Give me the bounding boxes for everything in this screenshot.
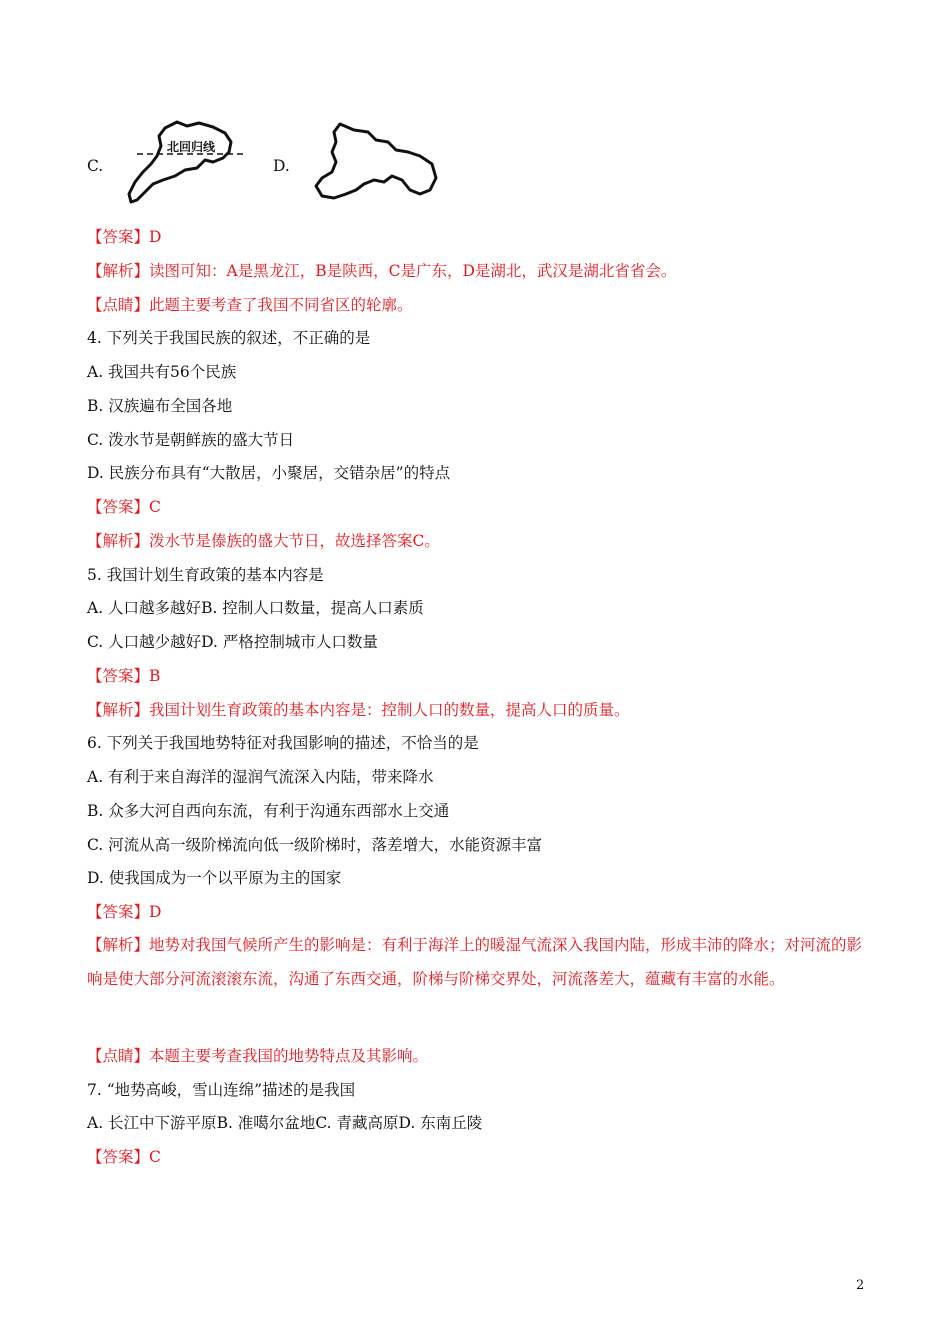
q4-answer: 【答案】C [87, 498, 161, 516]
q6-analysis: 【解析】地势对我国气候所产生的影响是：有利于海洋上的暖湿气流深入我国内陆，形成丰沛的降水；对河流的影响是使大部分河流滚滚东流，沟通了东西交通，阶梯与阶梯交界处，河流落差大，蕴藏有丰富的水能。 [87, 936, 863, 988]
q3-analysis: 【解析】读图可知：A是黑龙江，B是陕西，C是广东，D是湖北，武汉是湖北省省会。 [87, 262, 677, 280]
q6-stem: 6. 下列关于我国地势特征对我国影响的描述，不恰当的是 [87, 734, 479, 752]
q7-stem: 7. “地势高峻，雪山连绵”描述的是我国 [87, 1081, 356, 1099]
tropic-of-cancer-label: 北回归线 [167, 140, 216, 154]
q5-answer: 【答案】B [87, 667, 161, 685]
q7-answer: 【答案】C [87, 1148, 161, 1166]
q7-option-a: A. 长江中下游平原 [87, 1114, 217, 1132]
q6-answer: 【答案】D [87, 903, 162, 921]
q4-option-b: B. 汉族遍布全国各地 [87, 397, 233, 415]
q5-options-row-2 [87, 632, 378, 652]
q6-comment: 【点睛】本题主要考查我国的地势特点及其影响。 [87, 1047, 429, 1065]
q5-stem: 5. 我国计划生育政策的基本内容是 [87, 566, 324, 584]
q3-comment: 【点睛】此题主要考查了我国不同省区的轮廓。 [87, 296, 413, 314]
q5-analysis: 【解析】我国计划生育政策的基本内容是：控制人口的数量，提高人口的质量。 [87, 701, 630, 719]
page-number: 2 [856, 1278, 865, 1293]
q4-option-c: C. 泼水节是朝鲜族的盛大节日 [87, 431, 295, 449]
q4-option-d: D. 民族分布具有“大散居，小聚居，交错杂居”的特点 [87, 464, 451, 482]
q5-option-c: C. 人口越少越好 [87, 633, 202, 651]
q4-stem: 4. 下列关于我国民族的叙述，不正确的是 [87, 329, 371, 347]
q7-option-c: C. 青藏高原 [315, 1114, 399, 1132]
q7-option-d: D. 东南丘陵 [398, 1114, 483, 1132]
q5-option-b: B. 控制人口数量，提高人口素质 [201, 599, 424, 617]
option-c-label: C. [87, 157, 104, 175]
q6-option-c: C. 河流从高一级阶梯流向低一级阶梯时，落差增大，水能资源丰富 [87, 836, 543, 854]
q6-option-b: B. 众多大河自西向东流，有利于沟通东西部水上交通 [87, 802, 450, 820]
q7-options-row [87, 1113, 482, 1133]
q4-analysis: 【解析】泼水节是傣族的盛大节日，故选择答案C。 [87, 532, 440, 550]
q5-options-row-1 [87, 598, 424, 618]
hubei-outline-map [312, 120, 442, 202]
q4-option-a: A. 我国共有56个民族 [87, 363, 237, 381]
q3-answer: 【答案】D [87, 228, 162, 246]
guangdong-outline-map [125, 118, 245, 210]
q7-option-b: B. 准噶尔盆地 [216, 1114, 316, 1132]
q5-option-d: D. 严格控制城市人口数量 [201, 633, 378, 651]
q6-option-d: D. 使我国成为一个以平原为主的国家 [87, 869, 342, 887]
option-d-label: D. [273, 157, 290, 175]
q6-option-a: A. 有利于来自海洋的湿润气流深入内陆，带来降水 [87, 768, 434, 786]
q5-option-a: A. 人口越多越好 [87, 599, 202, 617]
